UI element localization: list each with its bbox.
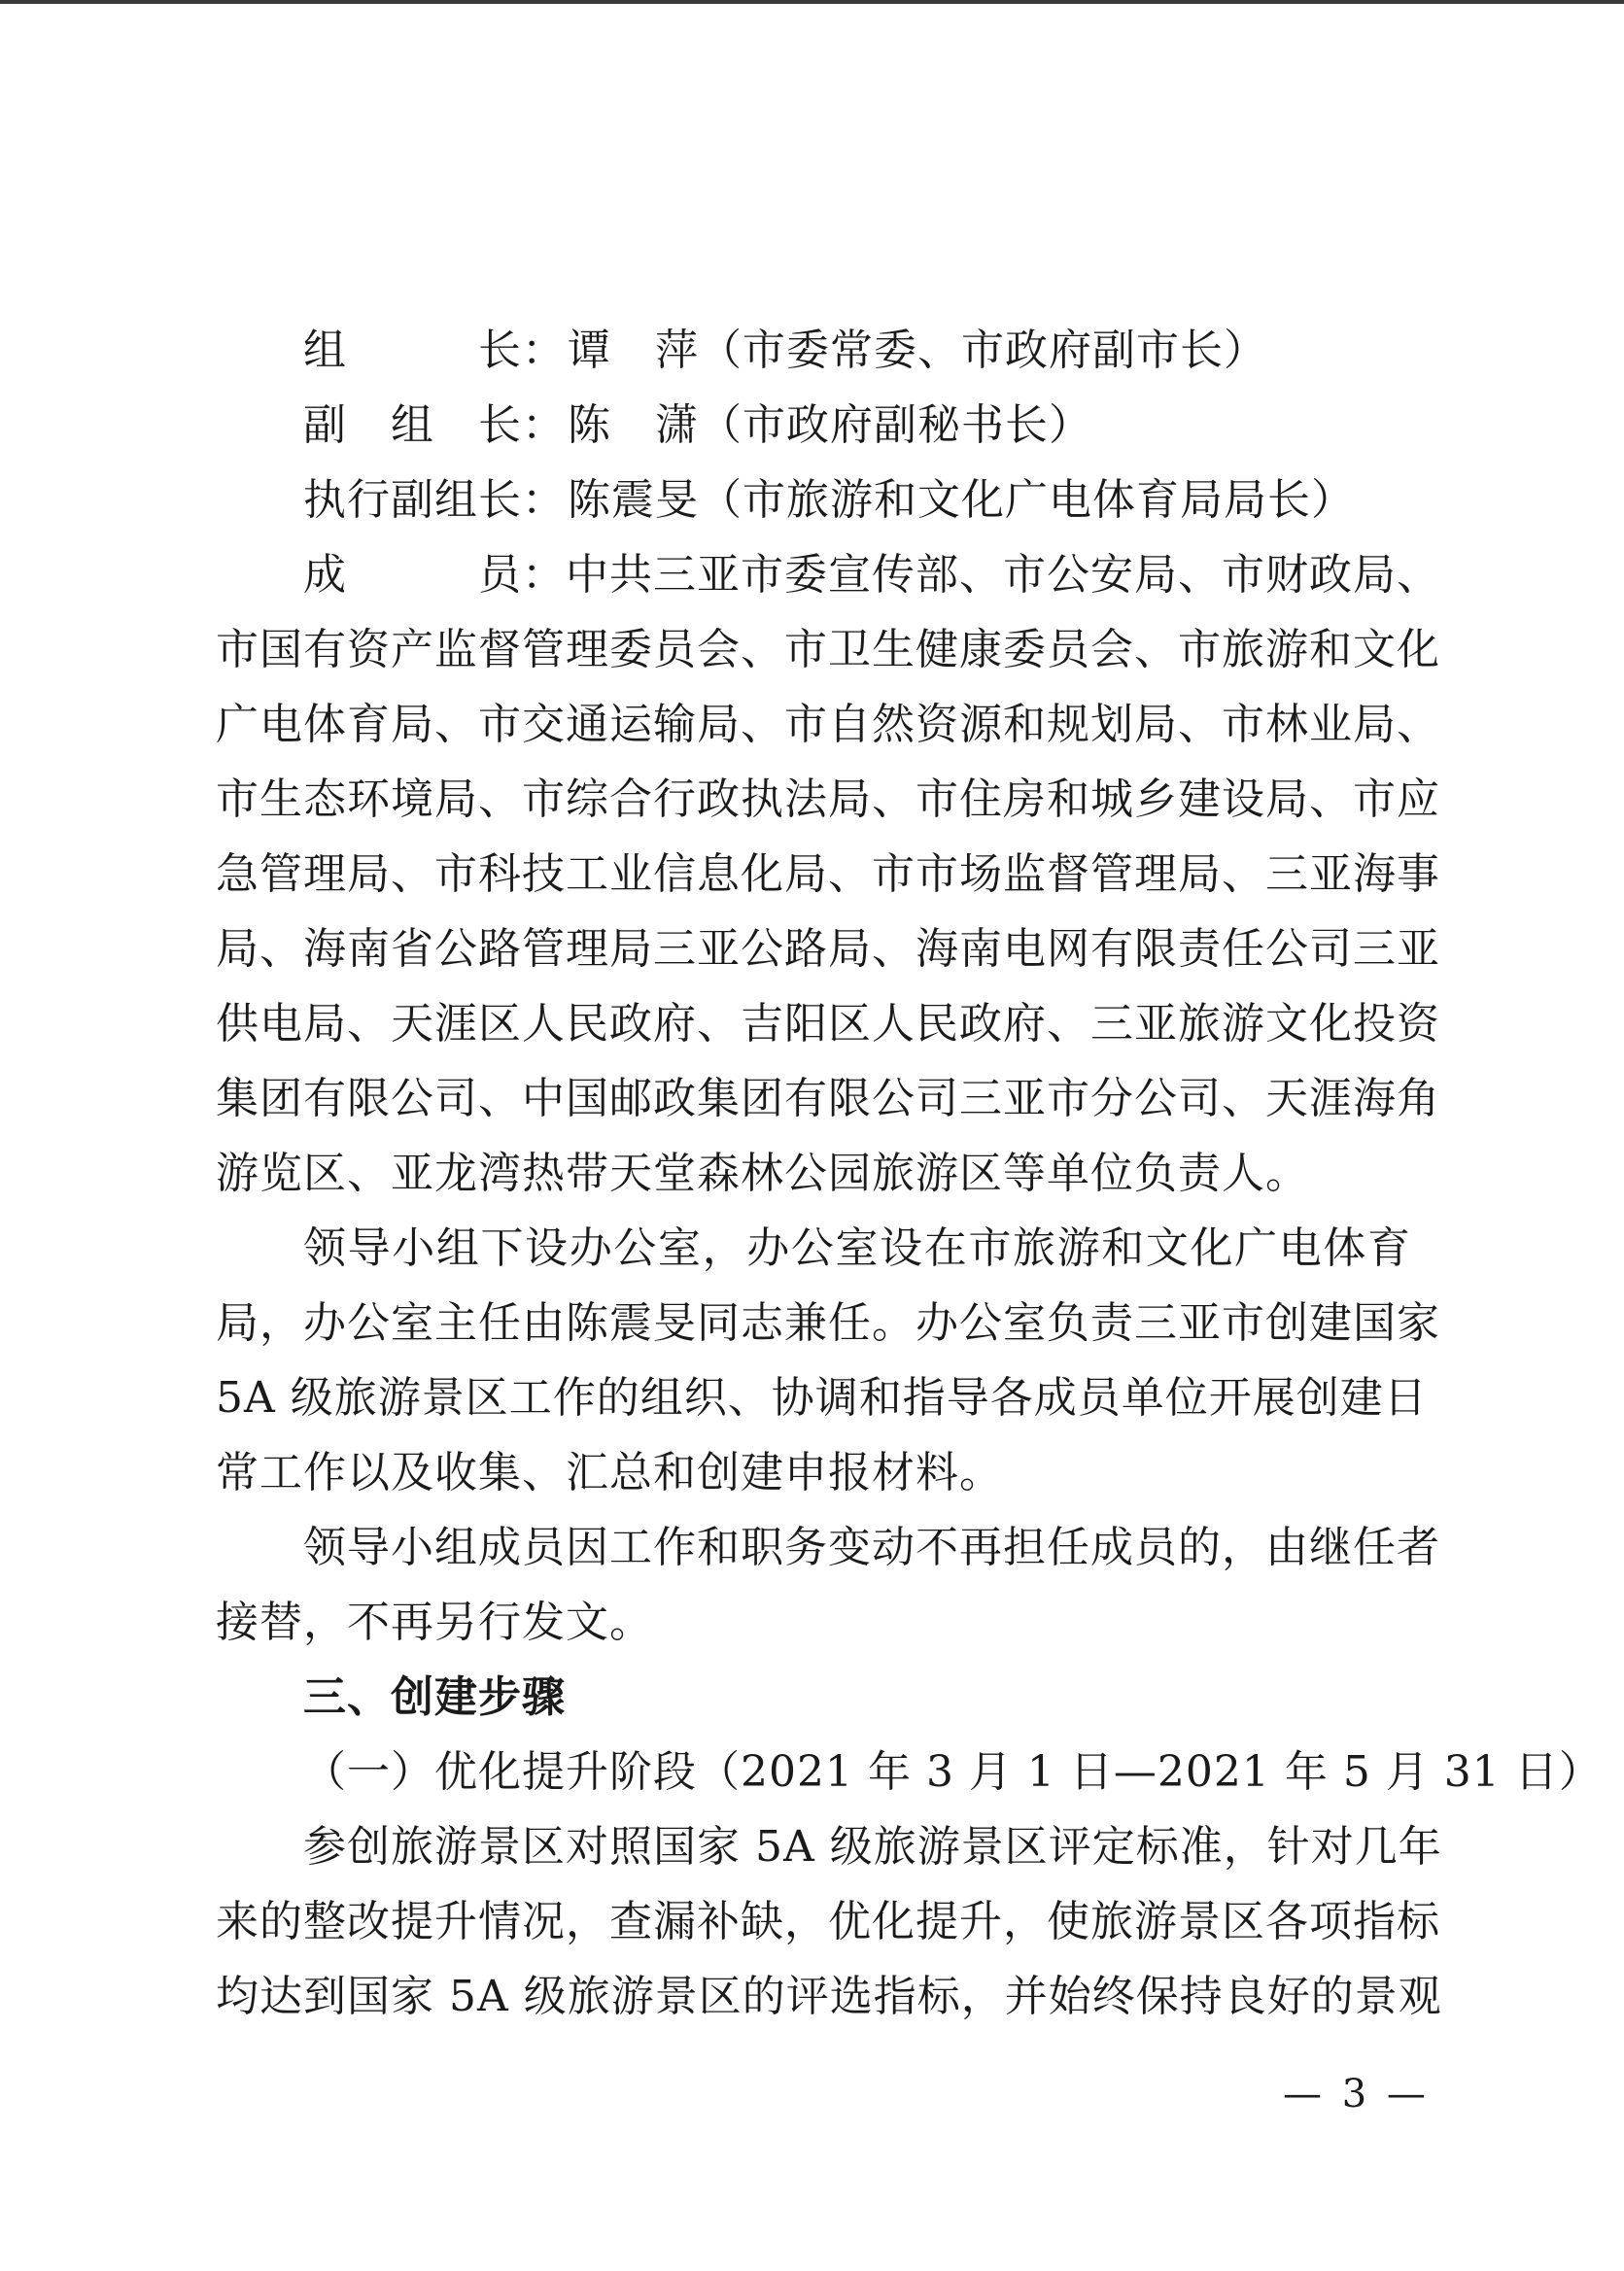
stage-paragraph-line: 参创旅游景区对照国家 5A 级旅游景区评定标准，针对几年 xyxy=(303,1822,1442,1872)
members-line: 广电体育局、市交通运输局、市自然资源和规划局、市林业局、 xyxy=(216,700,1440,749)
page-number: — 3 — xyxy=(1283,2072,1430,2116)
document-body xyxy=(216,313,1603,2034)
role-value: 陈震旻（市旅游和文化广电体育局局长） xyxy=(568,475,1355,525)
members-label: 成 员： xyxy=(303,550,566,600)
stage-paragraph-line: 均达到国家 5A 级旅游景区的评选指标，并始终保持良好的景观 xyxy=(216,1972,1442,2021)
office-paragraph-line: 常工作以及收集、汇总和创建申报材料。 xyxy=(216,1448,1003,1497)
role-label: 副 组 长： xyxy=(303,400,566,450)
members-line-last: 游览区、亚龙湾热带天堂森林公园旅游区等单位负责人。 xyxy=(216,1149,1309,1198)
stage-heading: （一）优化提升阶段（2021 年 3 月 1 日—2021 年 5 月 31 日） xyxy=(303,1747,1603,1797)
role-value: 陈 潇（市政府副秘书长） xyxy=(568,400,1092,450)
role-deputy-leader xyxy=(216,388,1411,463)
members-line: 急管理局、市科技工业信息化局、市市场监督管理局、三亚海事 xyxy=(216,849,1440,899)
members-line: 市国有资产监督管理委员会、市卫生健康委员会、市旅游和文化 xyxy=(216,625,1440,674)
members-line: 市生态环境局、市综合行政执法局、市住房和城乡建设局、市应 xyxy=(216,774,1440,824)
office-paragraph-line: 领导小组下设办公室，办公室设在市旅游和文化广电体育 xyxy=(303,1223,1411,1273)
role-label: 执行副组长： xyxy=(303,475,566,525)
members-first-line: 中共三亚市委宣传部、市公安局、市财政局、 xyxy=(566,550,1440,600)
change-paragraph-line: 领导小组成员因工作和职务变动不再担任成员的，由继任者 xyxy=(303,1523,1440,1572)
role-label: 组 长： xyxy=(303,326,566,375)
role-value: 谭 萍（市委常委、市政府副市长） xyxy=(568,326,1267,375)
office-paragraph-line: 5A 级旅游景区工作的组织、协调和指导各成员单位开展创建日 xyxy=(216,1373,1428,1423)
top-scan-edge xyxy=(0,0,1624,4)
members-line: 供电局、天涯区人民政府、吉阳区人民政府、三亚旅游文化投资 xyxy=(216,999,1440,1049)
stage-paragraph-line: 来的整改提升情况，查漏补缺，优化提升，使旅游景区各项指标 xyxy=(216,1897,1440,1946)
office-paragraph-line: 局，办公室主任由陈震旻同志兼任。办公室负责三亚市创建国家 xyxy=(216,1298,1440,1348)
section-heading: 三、创建步骤 xyxy=(303,1672,566,1722)
members-line: 局、海南省公路管理局三亚公路局、海南电网有限责任公司三亚 xyxy=(216,924,1440,974)
role-leader xyxy=(216,313,1411,388)
members-line: 集团有限公司、中国邮政集团有限公司三亚市分公司、天涯海角 xyxy=(216,1074,1440,1123)
members-row xyxy=(216,537,1440,612)
role-executive-deputy-leader xyxy=(216,463,1411,537)
change-paragraph-line: 接替，不再另行发文。 xyxy=(216,1598,653,1647)
